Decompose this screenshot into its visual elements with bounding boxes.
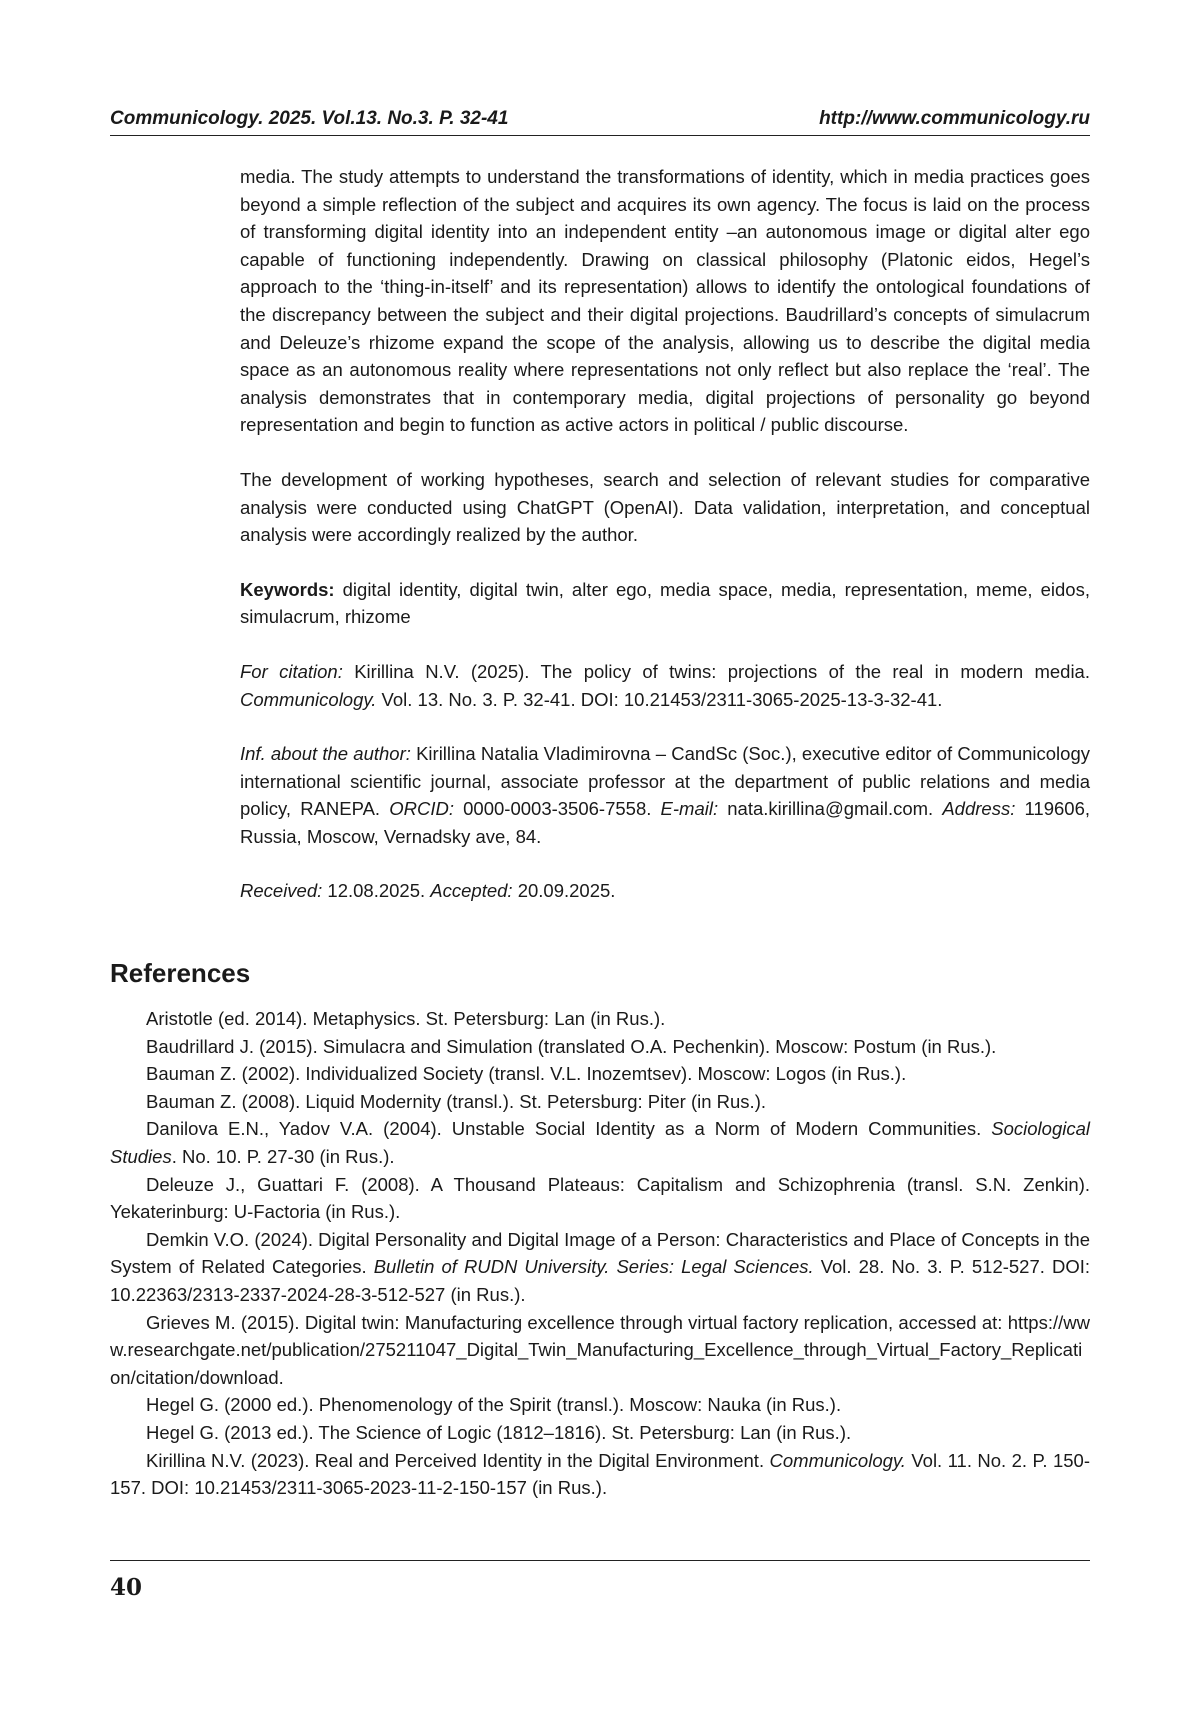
- reference-source: Sociological Studies: [110, 1118, 1090, 1167]
- dates: [240, 877, 1090, 905]
- citation-journal: Communicology.: [240, 688, 377, 710]
- citation: [240, 658, 1090, 713]
- abstract-paragraph: media. The study attempts to understand the transformations of identity, which in media practices goes beyond a simple reflection of the subject and acquires its own agency. The focus is laid on the process of transforming digital identity into an independent entity –an autonomous image or digital alter ego capable of functioning independently. Drawing on classical philosophy (Platonic eidos, Hegel’s approach to the ‘thing-in-itself’ and its representation) allows to identify the ontological foundations of the discrepancy between the subject and their digital projections. Baudrillard’s concepts of simulacrum and Deleuze’s rhizome expand the scope of the analysis, allowing us to describe the digital media space as an autonomous reality where representations not only reflect but also replace the ‘real’. The analysis demonstrates that in contemporary media, digital projections of personality go beyond representation and begin to function as active actors in political / public discourse.: [240, 166, 1090, 436]
- references-list: [110, 1005, 1090, 1502]
- email-label: E-mail:: [660, 798, 719, 820]
- reference-text: Vol. 11. No. 2. P. 150-157. DOI: 10.21453/2311-3065-2023-11-2-150-157 (in Rus.).: [110, 1449, 1090, 1499]
- keywords-label: Keywords:: [240, 578, 335, 600]
- reference-item: Hegel G. (2000 ed.). Phenomenology of the Spirit (transl.). Moscow: Nauka (in Rus.).: [146, 1394, 842, 1416]
- email-text: nata.kirillina@gmail.com.: [718, 798, 943, 820]
- reference-text: Vol. 28. No. 3. P. 512-527. DOI: 10.22363/2313-2337-2024-28-3-512-527 (in Rus.).: [110, 1256, 1090, 1305]
- keywords-text: digital identity, digital twin, alter ego, media space, media, representation, meme, eidos, simulacrum, rhizome: [240, 578, 1090, 628]
- orcid-label: ORCID:: [389, 798, 454, 820]
- received-label: Received:: [240, 880, 323, 902]
- page-number: 40: [110, 1574, 143, 1601]
- address-label: Address:: [942, 798, 1016, 820]
- reference-item: Bauman Z. (2002). Individualized Society (transl. V.L. Inozemtsev). Moscow: Logos (in Rus.).: [146, 1063, 907, 1085]
- journal-citation-header: Communicology. 2025. Vol.13. No.3. P. 32-41: [110, 108, 509, 129]
- reference-source: Bulletin of RUDN University. Series: Legal Sciences.: [373, 1256, 814, 1278]
- reference-text: Demkin V.O. (2024). Digital Personality and Digital Image of a Person: Characteristics and Place of Concepts in the System of Related Categories.: [110, 1228, 1090, 1278]
- footer-divider: [110, 1560, 1090, 1561]
- reference-item: [110, 1115, 1090, 1170]
- reference-item: [110, 1226, 1090, 1309]
- reference-text: Danilova E.N., Yadov V.A. (2004). Unstable Social Identity as a Norm of Modern Communities.: [146, 1118, 992, 1140]
- citation-tail: Vol. 13. No. 3. P. 32-41. DOI: 10.21453/2311-3065-2025-13-3-32-41.: [376, 688, 943, 710]
- address-text: 119606, Russia, Moscow, Vernadsky ave, 84.: [240, 798, 1090, 847]
- author-label: Inf. about the author:: [240, 743, 411, 765]
- reference-source: Communicology.: [769, 1449, 906, 1471]
- reference-item: Aristotle (ed. 2014). Metaphysics. St. Petersburg: Lan (in Rus.).: [146, 1008, 666, 1029]
- header-divider: [110, 135, 1090, 136]
- citation-text: Kirillina N.V. (2025). The policy of twins: projections of the real in modern media.: [342, 660, 1090, 682]
- reference-item: Grieves M. (2015). Digital twin: Manufacturing excellence through virtual factory replication, accessed at: https://www.researchgate.net/publication/275211047_Digital_Twin_Manufacturing_Excellence_through_Virtual_Factory_Replication/citation/download.: [110, 1311, 1090, 1388]
- keywords: [240, 576, 1090, 631]
- orcid-text: 0000-0003-3506-7558.: [453, 798, 661, 820]
- reference-item: Bauman Z. (2008). Liquid Modernity (transl.). St. Petersburg: Piter (in Rus.).: [146, 1090, 766, 1112]
- reference-item: [110, 1447, 1090, 1502]
- author-text: Kirillina Natalia Vladimirovna – CandSc (Soc.), executive editor of Communicology international scientific journal, associate professor at the department of public relations and media policy, RANEPA.: [240, 743, 1090, 820]
- abstract-block: [240, 163, 1090, 932]
- reference-item: Deleuze J., Guattari F. (2008). A Thousand Plateaus: Capitalism and Schizophrenia (transl. S.N. Zenkin). Yekaterinburg: U-Factoria (in Rus.).: [110, 1173, 1090, 1223]
- reference-item: Hegel G. (2013 ed.). The Science of Logic (1812–1816). St. Petersburg: Lan (in Rus.).: [146, 1421, 852, 1443]
- accepted-label: Accepted:: [430, 880, 513, 902]
- running-header: [110, 108, 1090, 134]
- reference-text: Kirillina N.V. (2023). Real and Perceived Identity in the Digital Environment.: [146, 1449, 770, 1471]
- received-date: 12.08.2025.: [322, 880, 431, 902]
- journal-url-header: http://www.communicology.ru: [819, 108, 1090, 129]
- reference-item: Baudrillard J. (2015). Simulacra and Simulation (translated O.A. Pechenkin). Moscow: Postum (in Rus.).: [146, 1035, 997, 1057]
- ai-disclosure-paragraph: The development of working hypotheses, search and selection of relevant studies for comparative analysis were conducted using ChatGPT (OpenAI). Data validation, interpretation, and conceptual analysis were accordingly realized by the author.: [240, 468, 1090, 546]
- author-info: [240, 740, 1090, 850]
- accepted-date: 20.09.2025.: [512, 880, 616, 902]
- citation-label: For citation:: [240, 660, 343, 682]
- references-heading: References: [110, 958, 251, 988]
- reference-text: . No. 10. P. 27-30 (in Rus.).: [171, 1145, 395, 1167]
